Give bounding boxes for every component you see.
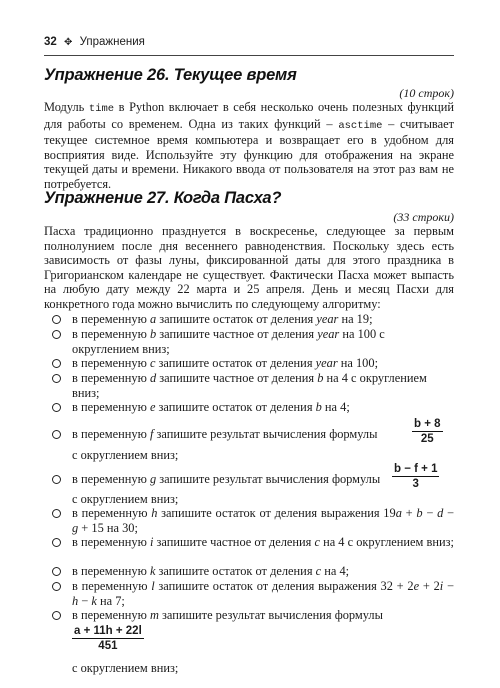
algorithm-step-g: в переменную g запишите результат вычисления формулы <box>52 472 454 487</box>
running-header <box>44 36 145 48</box>
bullet-circle-icon <box>52 359 61 368</box>
bullet-circle-icon <box>52 430 61 439</box>
exercise-27-intro: Пасха традиционно празднуется в воскресенье, следующее за первым полнолунием после дня весеннего равноденствия. Поскольку здесь есть зависимость от фазы луны, фиксированной даты для этого праздника в Григорианском календаре не существует. Фактически Пасха может выпасть на любую дату между 22 марта и 25 апреля. День и месяц Пасхи для конкретного года можно вычислить по следующему алгоритму: <box>44 224 454 311</box>
formula-g: $\frac{b - f + 1}{3}$ <box>394 463 438 490</box>
step-f-continuation: с округлением вниз; <box>72 448 179 462</box>
exercise-26-line-count: (10 строк) <box>399 86 454 100</box>
exercise-27-title: Упражнение 27. Когда Пасха? <box>44 189 282 207</box>
section-title: Упражнения <box>79 36 145 48</box>
header-rule <box>44 55 454 56</box>
exercise-27-line-count: (33 строки) <box>393 210 454 224</box>
algorithm-step-k: в переменную k запишите остаток от деления c на 4; <box>52 564 454 579</box>
formula-m: $\frac{a + 11h + 22l}{451}$ <box>74 625 142 652</box>
algorithm-step-m: в переменную m запишите результат вычисления формулы <box>52 608 454 623</box>
bullet-circle-icon <box>52 567 61 576</box>
algorithm-step-b: в переменную b запишите частное от деления year на 100 с округлением вниз; <box>52 327 454 356</box>
bullet-circle-icon <box>52 374 61 383</box>
algorithm-step-c: в переменную c запишите остаток от деления year на 100; <box>52 356 454 371</box>
ornament-icon: ✥ <box>64 37 73 48</box>
bullet-circle-icon <box>52 403 61 412</box>
bullet-circle-icon <box>52 538 61 547</box>
step-g-continuation: с округлением вниз; <box>72 492 179 506</box>
page-number: 32 <box>44 36 57 48</box>
algorithm-step-f: в переменную f запишите результат вычисления формулы <box>52 427 454 442</box>
exercise-26-title: Упражнение 26. Текущее время <box>44 66 297 84</box>
formula-f: $\frac{b + 8}{25}$ <box>414 418 441 445</box>
algorithm-step-i: в переменную i запишите частное от деления c на 4 с округлением вниз; <box>52 535 454 550</box>
bullet-circle-icon <box>52 330 61 339</box>
bullet-circle-icon <box>52 475 61 484</box>
bullet-circle-icon <box>52 509 61 518</box>
algorithm-step-l: в переменную l запишите остаток от деления выражения 32 + 2e + 2i − h − k на 7; <box>52 579 454 608</box>
algorithm-step-e: в переменную e запишите остаток от деления b на 4; <box>52 400 454 415</box>
algorithm-step-h: в переменную h запишите остаток от деления выражения 19a + b − d − g + 15 на 30; <box>52 506 454 535</box>
algorithm-step-d: в переменную d запишите частное от деления b на 4 с округлением вниз; <box>52 371 454 400</box>
bullet-circle-icon <box>52 582 61 591</box>
algorithm-step-a: в переменную a запишите остаток от деления year на 19; <box>52 312 454 327</box>
exercise-26-text: Модуль time в Python включает в себя несколько очень полезных функций для работы со временем. Одна из таких функций – asctime – считывает текущее системное время компьютера и возвращает его в удобном для восприятия виде. Используйте эту функцию для отображения на экране текущей даты и времени. Никакого ввода от пользователя на этот раз вам не потребуется. <box>44 100 454 191</box>
bullet-circle-icon <box>52 315 61 324</box>
code-time: time <box>88 103 115 115</box>
bullet-circle-icon <box>52 611 61 620</box>
code-asctime: asctime <box>338 119 383 132</box>
step-m-continuation: с округлением вниз; <box>72 661 179 675</box>
